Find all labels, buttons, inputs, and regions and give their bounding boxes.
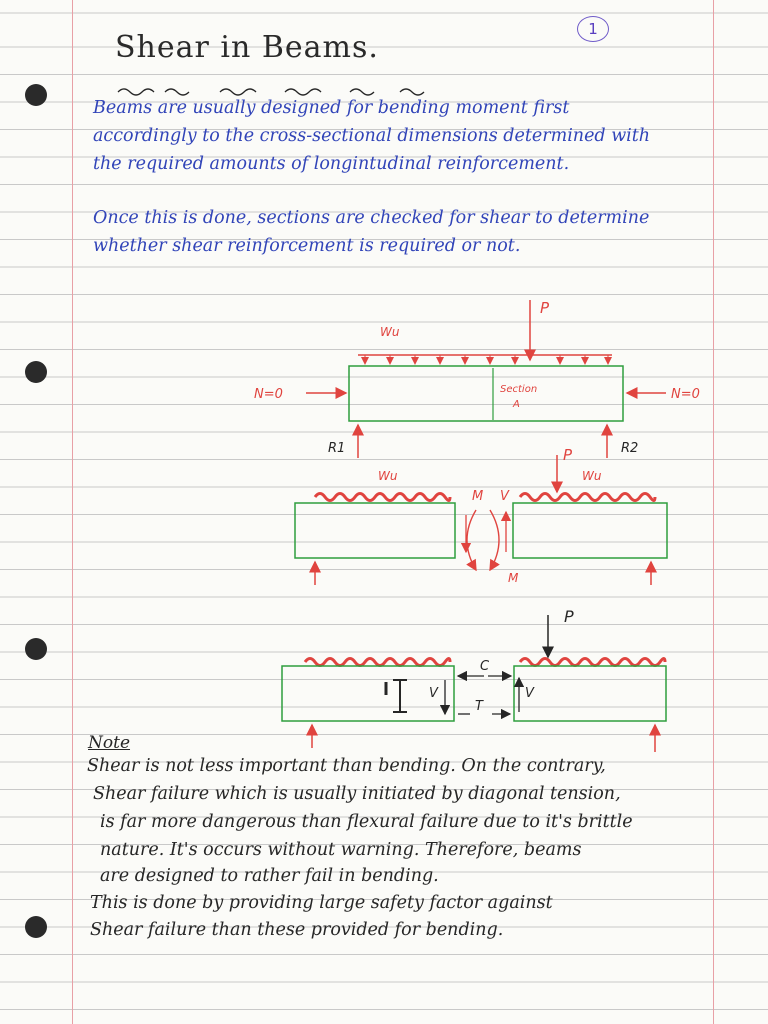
point-load-label: P (540, 299, 550, 317)
note-line-3: is far more dangerous than flexural failure due to it's brittle (100, 812, 633, 832)
internal-forces-beam (282, 607, 666, 752)
intro-line-3: the required amounts of longintudinal reinforcement. (93, 154, 570, 174)
note-line-5: are designed to rather fail in bending. (100, 866, 439, 886)
page-number: 1 (577, 16, 609, 42)
axial-force-left-label: N=0 (254, 387, 283, 402)
load-label-wu-left: Wu (378, 469, 398, 483)
reaction-right-label: R2 (621, 441, 639, 456)
load-label-wu-right: Wu (582, 469, 602, 483)
tension-label: T (475, 699, 483, 714)
intro-line-1: Beams are usually designed for bending moment first (93, 98, 570, 118)
intro-line-4: Once this is done, sections are checked for shear to determine (93, 208, 650, 228)
moment-label-top: M (472, 489, 484, 504)
note-line-1: Shear is not less important than bending. On the contrary, (87, 756, 606, 776)
intro-line-5: whether shear reinforcement is required or not. (93, 236, 521, 256)
shear-label-left: V (429, 686, 438, 701)
free-body-beam (295, 446, 667, 585)
note-line-7: Shear failure than these provided for bending. (90, 920, 504, 940)
note-line-4: nature. It's occurs without warning. Therefore, beams (100, 840, 582, 860)
point-load-label-2: P (563, 446, 573, 464)
section-label: Section (500, 384, 538, 395)
load-label-wu: Wu (380, 325, 400, 339)
moment-label-bottom: M (508, 571, 519, 585)
note-line-2: Shear failure which is usually initiated by diagonal tension, (93, 784, 621, 804)
section-letter-label: A (513, 399, 520, 410)
note-label: Note (88, 733, 131, 753)
point-load-label-3: P (564, 607, 574, 626)
axial-force-right-label: N=0 (671, 387, 700, 402)
reaction-left-label: R1 (328, 441, 346, 456)
note-line-6: This is done by providing large safety factor against (90, 893, 553, 913)
compression-label: C (480, 659, 490, 674)
page-title: Shear in Beams. (115, 30, 379, 65)
shear-label-right: V (525, 686, 534, 701)
shear-label-top: V (500, 489, 509, 504)
full-beam (254, 299, 700, 458)
intro-line-2: accordingly to the cross-sectional dimensions determined with (93, 126, 651, 146)
